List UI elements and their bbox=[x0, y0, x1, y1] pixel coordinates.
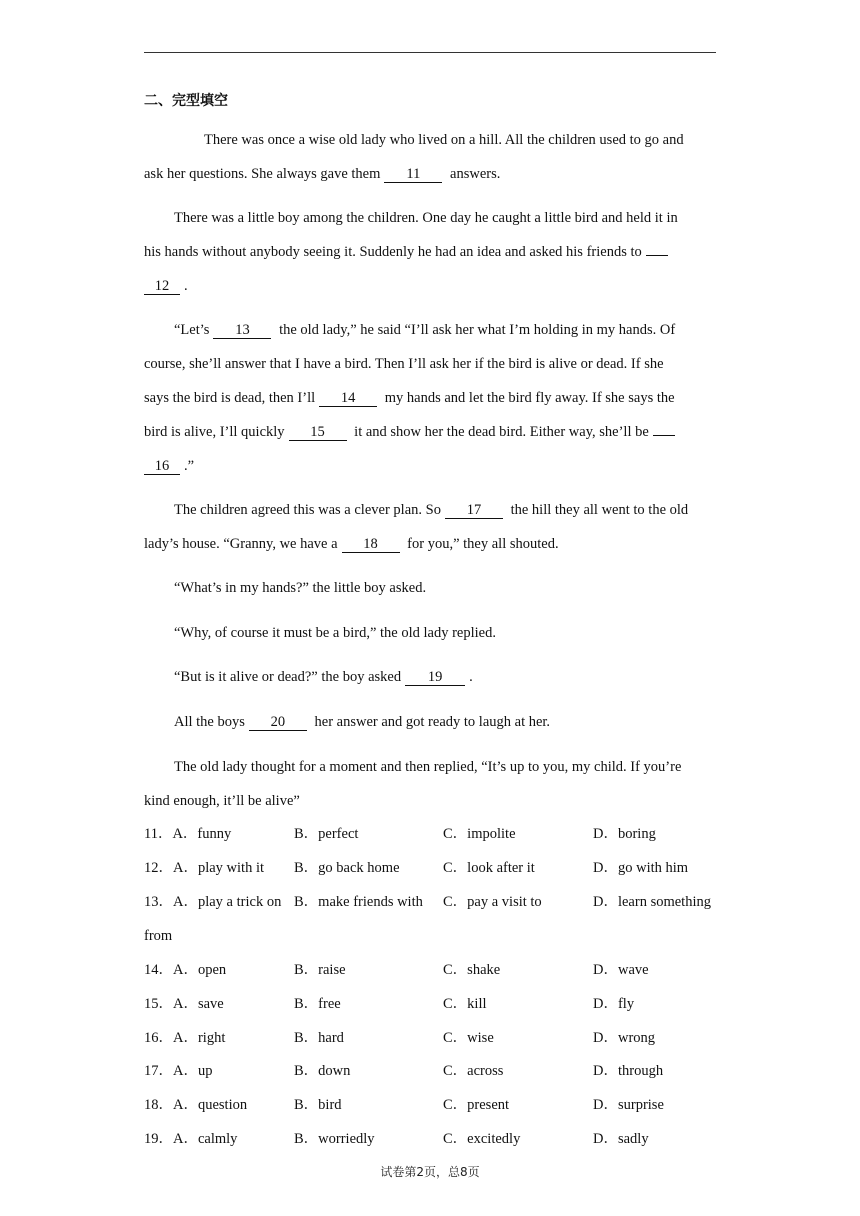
passage-line bbox=[204, 131, 776, 149]
passage-text: The old lady thought for a moment and then replied, “It’s up to you, my child. If you’re bbox=[174, 759, 682, 775]
question-option-c[interactable]: C．kill bbox=[443, 996, 487, 1012]
passage-text: answers. bbox=[446, 166, 501, 182]
passage-line bbox=[174, 579, 746, 597]
passage-line bbox=[174, 321, 746, 339]
passage-text: . bbox=[184, 278, 188, 294]
question-row bbox=[144, 1062, 744, 1080]
passage-line bbox=[174, 209, 746, 227]
passage-text: “But is it alive or dead?” the boy asked bbox=[174, 669, 402, 685]
passage-text: bird is alive, I’ll quickly bbox=[144, 424, 285, 440]
question-row bbox=[144, 995, 744, 1013]
passage-text: .” bbox=[184, 458, 195, 474]
answer-blank[interactable]: 15 bbox=[289, 424, 347, 441]
passage-line bbox=[174, 713, 746, 731]
question-row bbox=[144, 1130, 744, 1148]
answer-blank[interactable]: 13 bbox=[213, 322, 271, 339]
question-option-b[interactable]: B．make friends with bbox=[294, 894, 423, 910]
passage-text: All the boys bbox=[174, 714, 245, 730]
question-option-b[interactable]: B．down bbox=[294, 1063, 351, 1079]
passage-text: lady’s house. “Granny, we have a bbox=[144, 536, 338, 552]
passage-text: her answer and got ready to laugh at her. bbox=[310, 714, 551, 730]
question-option-b[interactable]: B．perfect bbox=[294, 826, 359, 842]
question-option-d[interactable]: D．through bbox=[593, 1063, 664, 1079]
passage-text: “Why, of course it must be a bird,” the old lady replied. bbox=[174, 625, 496, 641]
question-row bbox=[144, 825, 744, 843]
passage-line bbox=[144, 389, 716, 407]
question-option-c[interactable]: C．excitedly bbox=[443, 1131, 521, 1147]
question-option-d[interactable]: D．wrong bbox=[593, 1030, 656, 1046]
question-option-d[interactable]: D．wave bbox=[593, 962, 649, 978]
question-option-a[interactable]: 19．A．calmly bbox=[144, 1131, 238, 1147]
question-row bbox=[144, 859, 744, 877]
question-option-b[interactable]: B．worriedly bbox=[294, 1131, 375, 1147]
passage-text: his hands without anybody seeing it. Suddenly he had an idea and asked his friends to bbox=[144, 244, 642, 260]
question-option-d[interactable]: D．go with him bbox=[593, 860, 689, 876]
question-option-a[interactable]: 16．A．right bbox=[144, 1030, 226, 1046]
question-option-c[interactable]: C．pay a visit to bbox=[443, 894, 542, 910]
passage-line bbox=[174, 624, 746, 642]
section-title: 二、完型填空 bbox=[144, 93, 228, 109]
question-option-c[interactable]: C．impolite bbox=[443, 826, 516, 842]
answer-blank[interactable]: 12 bbox=[144, 278, 180, 295]
passage-text: my hands and let the bird fly away. If she says the bbox=[381, 390, 675, 406]
passage-text: The children agreed this was a clever plan. So bbox=[174, 502, 441, 518]
question-option-a[interactable]: 13．A．play a trick on bbox=[144, 894, 282, 910]
passage-text: There was a little boy among the children. One day he caught a little bird and held it in bbox=[174, 210, 678, 226]
passage-text: says the bird is dead, then I’ll bbox=[144, 390, 316, 406]
answer-blank[interactable]: 20 bbox=[249, 714, 307, 731]
question-option-c[interactable]: C．shake bbox=[443, 962, 501, 978]
question-row bbox=[144, 1029, 744, 1047]
passage-line bbox=[144, 277, 716, 295]
question-option-d[interactable]: D．sadly bbox=[593, 1131, 649, 1147]
passage-line bbox=[144, 457, 716, 475]
passage-text: “Let’s bbox=[174, 322, 210, 338]
passage-text: . bbox=[469, 669, 473, 685]
question-option-a[interactable]: 12．A．play with it bbox=[144, 860, 265, 876]
passage-text: kind enough, it’ll be alive” bbox=[144, 793, 300, 809]
question-option-a[interactable]: 11．A．funny bbox=[144, 826, 232, 842]
question-option-a[interactable]: from bbox=[144, 928, 173, 944]
answer-blank[interactable]: 16 bbox=[144, 458, 180, 475]
question-option-c[interactable]: C．look after it bbox=[443, 860, 535, 876]
passage-text: for you,” they all shouted. bbox=[403, 536, 559, 552]
question-option-a[interactable]: 18．A．question bbox=[144, 1097, 248, 1113]
passage-line bbox=[174, 668, 746, 686]
passage-text: the hill they all went to the old bbox=[506, 502, 689, 518]
question-row bbox=[144, 961, 744, 979]
question-option-a[interactable]: 17．A．up bbox=[144, 1063, 213, 1079]
passage-text: it and show her the dead bird. Either way, she’ll be bbox=[350, 424, 649, 440]
question-option-c[interactable]: C．wise bbox=[443, 1030, 494, 1046]
passage-text: course, she’ll answer that I have a bird. Then I’ll ask her if the bird is alive or dead. If she bbox=[144, 356, 664, 372]
question-option-b[interactable]: B．free bbox=[294, 996, 341, 1012]
question-option-d[interactable]: D．surprise bbox=[593, 1097, 664, 1113]
passage-text: the old lady,” he said “I’ll ask her what I’m holding in my hands. Of bbox=[275, 322, 676, 338]
passage-line bbox=[144, 535, 716, 553]
question-option-a[interactable]: 14．A．open bbox=[144, 962, 227, 978]
answer-blank[interactable] bbox=[653, 435, 675, 436]
question-option-d[interactable]: D．learn something bbox=[593, 894, 711, 910]
answer-blank[interactable]: 18 bbox=[342, 536, 400, 553]
passage-text: ask her questions. She always gave them bbox=[144, 166, 381, 182]
passage-text: There was once a wise old lady who lived on a hill. All the children used to go and bbox=[204, 132, 684, 148]
question-option-c[interactable]: C．across bbox=[443, 1063, 504, 1079]
passage-line bbox=[144, 243, 716, 261]
passage-line bbox=[174, 501, 746, 519]
page-footer: 试卷第2页，总8页 bbox=[380, 1165, 480, 1179]
question-option-b[interactable]: B．go back home bbox=[294, 860, 400, 876]
answer-blank[interactable]: 17 bbox=[445, 502, 503, 519]
passage-line bbox=[144, 423, 716, 441]
question-option-b[interactable]: B．hard bbox=[294, 1030, 344, 1046]
answer-blank[interactable]: 11 bbox=[384, 166, 442, 183]
passage-line bbox=[144, 165, 716, 183]
question-option-d[interactable]: D．boring bbox=[593, 826, 656, 842]
passage-line bbox=[174, 758, 746, 776]
answer-blank[interactable]: 14 bbox=[319, 390, 377, 407]
question-option-c[interactable]: C．present bbox=[443, 1097, 510, 1113]
question-option-b[interactable]: B．bird bbox=[294, 1097, 342, 1113]
question-row bbox=[144, 1096, 744, 1114]
answer-blank[interactable]: 19 bbox=[405, 669, 465, 686]
passage-line bbox=[144, 792, 716, 810]
answer-blank[interactable] bbox=[646, 255, 668, 256]
question-option-b[interactable]: B．raise bbox=[294, 962, 346, 978]
question-row bbox=[144, 893, 744, 911]
passage-text: “What’s in my hands?” the little boy asked. bbox=[174, 580, 427, 596]
passage-line bbox=[144, 355, 716, 373]
question-option-d[interactable]: D．fly bbox=[593, 996, 635, 1012]
question-row bbox=[144, 927, 744, 945]
question-option-a[interactable]: 15．A．save bbox=[144, 996, 224, 1012]
header-rule bbox=[144, 52, 716, 53]
